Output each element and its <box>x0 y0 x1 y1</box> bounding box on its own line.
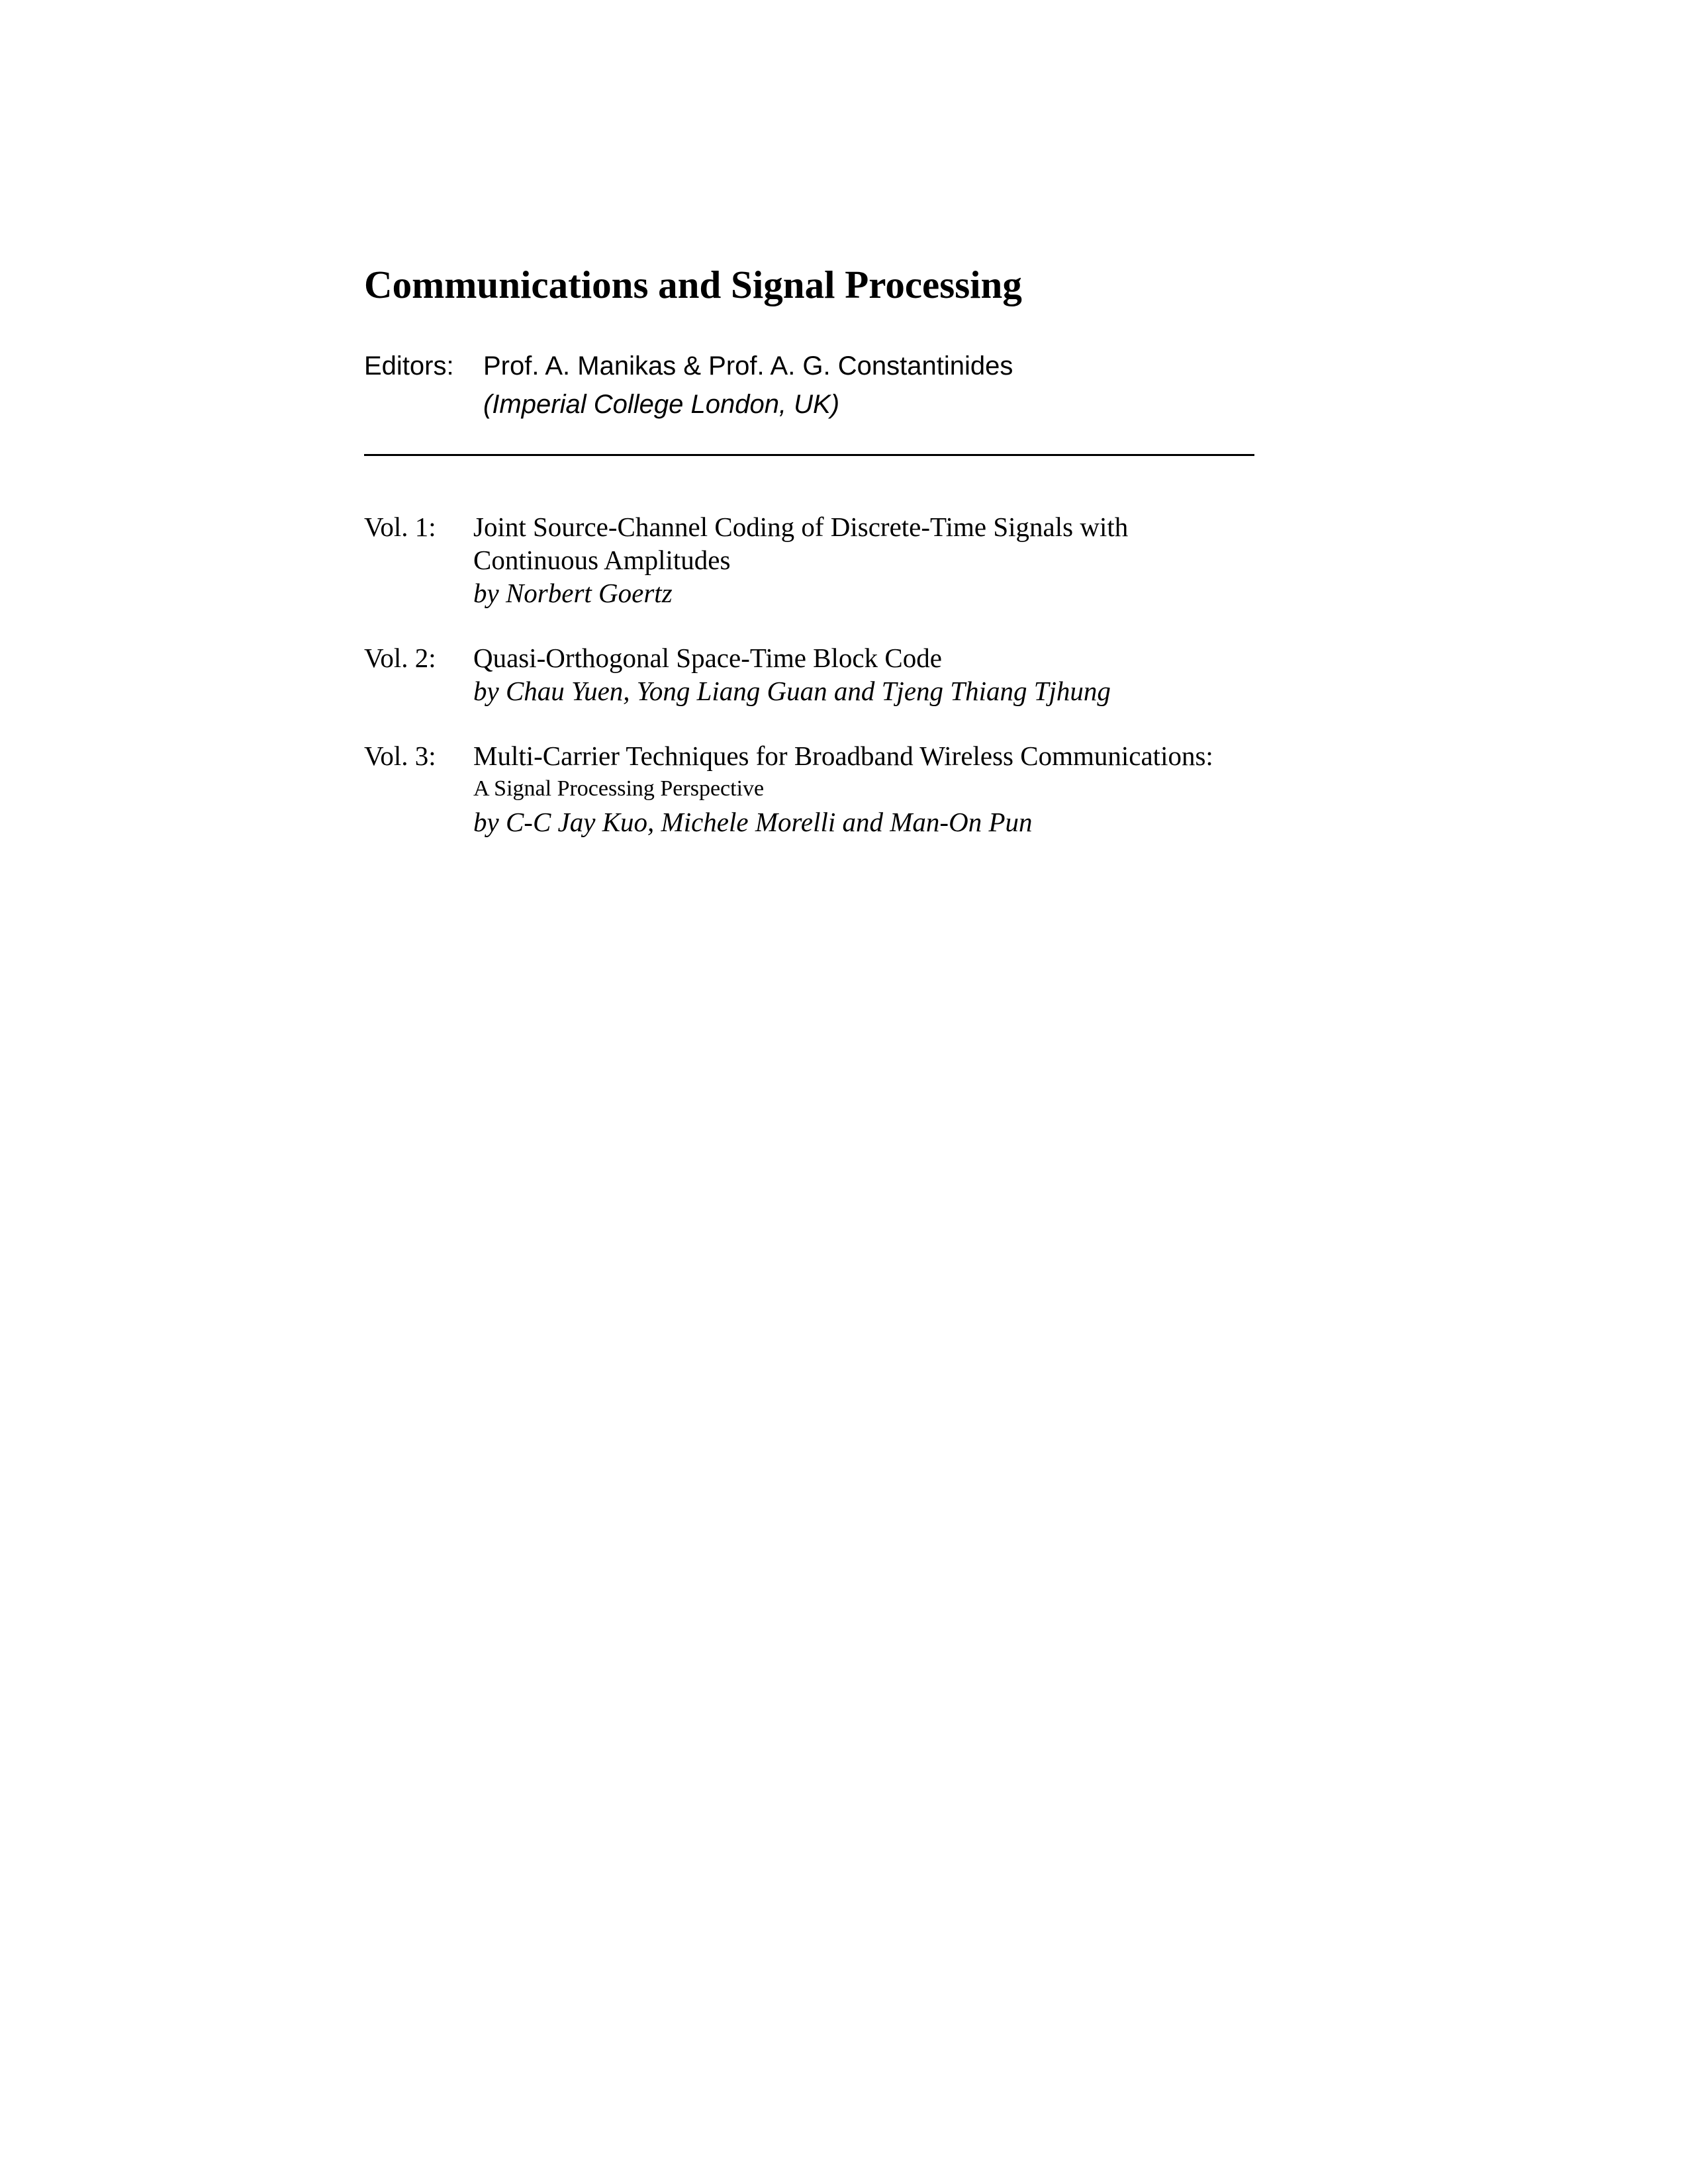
volume-entry-2 <box>364 641 1264 707</box>
volume-details <box>473 510 1264 610</box>
volume-authors: by C-C Jay Kuo, Michele Morelli and Man-On Pun <box>473 806 1033 837</box>
volume-title-line: Continuous Amplitudes <box>473 544 731 575</box>
volume-details <box>473 739 1264 839</box>
volume-label: Vol. 2: <box>364 642 436 673</box>
volume-list <box>364 510 1264 839</box>
editors-names: Prof. A. Manikas & Prof. A. G. Constantinides <box>483 351 1013 381</box>
volume-title-line: Joint Source-Channel Coding of Discrete-Time Signals with <box>473 511 1129 542</box>
volume-label: Vol. 3: <box>364 740 436 771</box>
series-title: Communications and Signal Processing <box>364 263 1022 306</box>
editors-affiliation: (Imperial College London, UK) <box>483 389 840 419</box>
volume-entry-3 <box>364 739 1264 839</box>
volume-subtitle: A Signal Processing Perspective <box>473 776 765 801</box>
editors-block <box>364 347 1264 424</box>
volume-title-line: Quasi-Orthogonal Space-Time Block Code <box>473 642 942 673</box>
divider-rule <box>364 454 1254 456</box>
series-page <box>364 261 1264 870</box>
volume-authors: by Norbert Goertz <box>473 577 673 608</box>
editors-label: Editors: <box>364 351 454 381</box>
volume-entry-1 <box>364 510 1264 610</box>
volume-title-line: Multi-Carrier Techniques for Broadband Wireless Communications: <box>473 740 1213 771</box>
volume-details <box>473 641 1264 707</box>
volume-authors: by Chau Yuen, Yong Liang Guan and Tjeng Thiang Tjhung <box>473 675 1111 706</box>
editors-list <box>483 347 1264 424</box>
volume-label: Vol. 1: <box>364 511 436 542</box>
